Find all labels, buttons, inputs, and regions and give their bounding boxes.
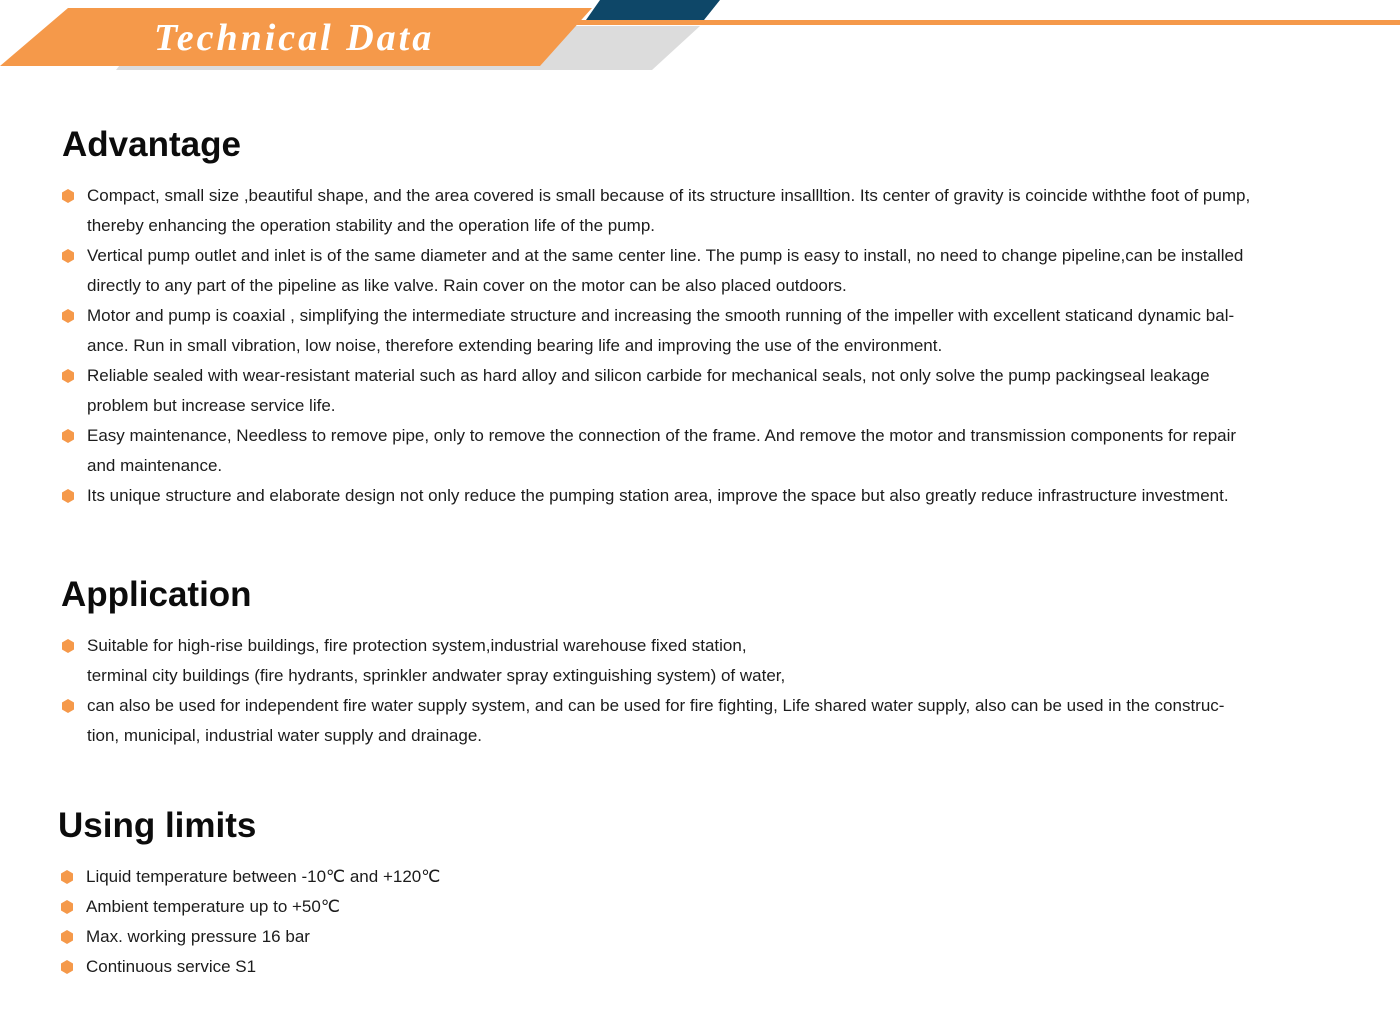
hexagon-bullet-icon bbox=[60, 930, 74, 944]
list-item bbox=[61, 301, 1250, 361]
list-item-text: problem but increase service life. bbox=[87, 396, 336, 415]
list-item-text: ance. Run in small vibration, low noise, therefore extending bearing life and improving the use of the environment. bbox=[87, 336, 943, 355]
list-item bbox=[61, 181, 1250, 241]
list-item-text: Max. working pressure 16 bar bbox=[86, 927, 310, 946]
list-item-text: Motor and pump is coaxial , simplifying the intermediate structure and increasing the smooth running of the impeller with excellent staticand dynamic bal- bbox=[87, 306, 1235, 325]
list-item bbox=[61, 631, 1224, 691]
hexagon-bullet-icon bbox=[60, 960, 74, 974]
list-item-text: Easy maintenance, Needless to remove pipe, only to remove the connection of the frame. And remove the motor and transmission components for repair bbox=[87, 426, 1237, 445]
hexagon-bullet-icon bbox=[60, 870, 74, 884]
hexagon-bullet-icon bbox=[61, 189, 75, 203]
hexagon-bullet-icon bbox=[61, 309, 75, 323]
hexagon-bullet-icon bbox=[61, 639, 75, 653]
list-item-text: Vertical pump outlet and inlet is of the same diameter and at the same center line. The pump is easy to install, no need to change pipeline,can be installed bbox=[87, 246, 1244, 265]
list-item bbox=[61, 361, 1250, 421]
list-item-text: and maintenance. bbox=[87, 456, 223, 475]
list-item-text: can also be used for independent fire water supply system, and can be used for fire fighting, Life shared water supply, also can be used in the construc- bbox=[87, 696, 1225, 715]
list-item bbox=[60, 892, 440, 922]
list-item bbox=[60, 922, 440, 952]
using-limits-heading: Using limits bbox=[58, 806, 257, 845]
page-title: Technical Data bbox=[154, 17, 435, 59]
hexagon-bullet-icon bbox=[61, 369, 75, 383]
advantage-list bbox=[61, 181, 1250, 511]
hexagon-bullet-icon bbox=[61, 249, 75, 263]
list-item-text: Its unique structure and elaborate design not only reduce the pumping station area, improve the space but also greatly reduce infrastructure investment. bbox=[87, 486, 1229, 505]
using-limits-list bbox=[60, 862, 440, 982]
hexagon-bullet-icon bbox=[61, 429, 75, 443]
list-item-text: directly to any part of the pipeline as like valve. Rain cover on the motor can be also placed outdoors. bbox=[87, 276, 847, 295]
hexagon-bullet-icon bbox=[60, 900, 74, 914]
list-item bbox=[60, 952, 440, 982]
list-item bbox=[61, 421, 1250, 481]
list-item-text: tion, municipal, industrial water supply and drainage. bbox=[87, 726, 483, 745]
list-item-text: Reliable sealed with wear-resistant material such as hard alloy and silicon carbide for mechanical seals, not only solve the pump packingseal leakage bbox=[87, 366, 1210, 385]
hexagon-bullet-icon bbox=[61, 699, 75, 713]
banner-navy-stripe bbox=[586, 0, 720, 20]
list-item bbox=[61, 241, 1250, 301]
list-item-text: terminal city buildings (fire hydrants, sprinkler andwater spray extinguishing system) of water, bbox=[87, 666, 786, 685]
list-item bbox=[60, 862, 440, 892]
list-item-text: Liquid temperature between -10℃ and +120℃ bbox=[86, 867, 441, 886]
hexagon-bullet-icon bbox=[61, 489, 75, 503]
list-item-text: Compact, small size ,beautiful shape, and the area covered is small because of its structure insallltion. Its center of gravity is coincide withthe foot of pump, bbox=[87, 186, 1251, 205]
list-item bbox=[61, 691, 1224, 751]
list-item-text: thereby enhancing the operation stability and the operation life of the pump. bbox=[87, 216, 655, 235]
application-list bbox=[61, 631, 1224, 751]
list-item-text: Suitable for high-rise buildings, fire protection system,industrial warehouse fixed station, bbox=[87, 636, 747, 655]
advantage-heading: Advantage bbox=[62, 125, 241, 164]
list-item bbox=[61, 481, 1250, 511]
banner-orange-line bbox=[560, 20, 1400, 25]
list-item-text: Ambient temperature up to +50℃ bbox=[86, 897, 340, 916]
application-heading: Application bbox=[61, 575, 252, 614]
list-item-text: Continuous service S1 bbox=[86, 957, 257, 976]
